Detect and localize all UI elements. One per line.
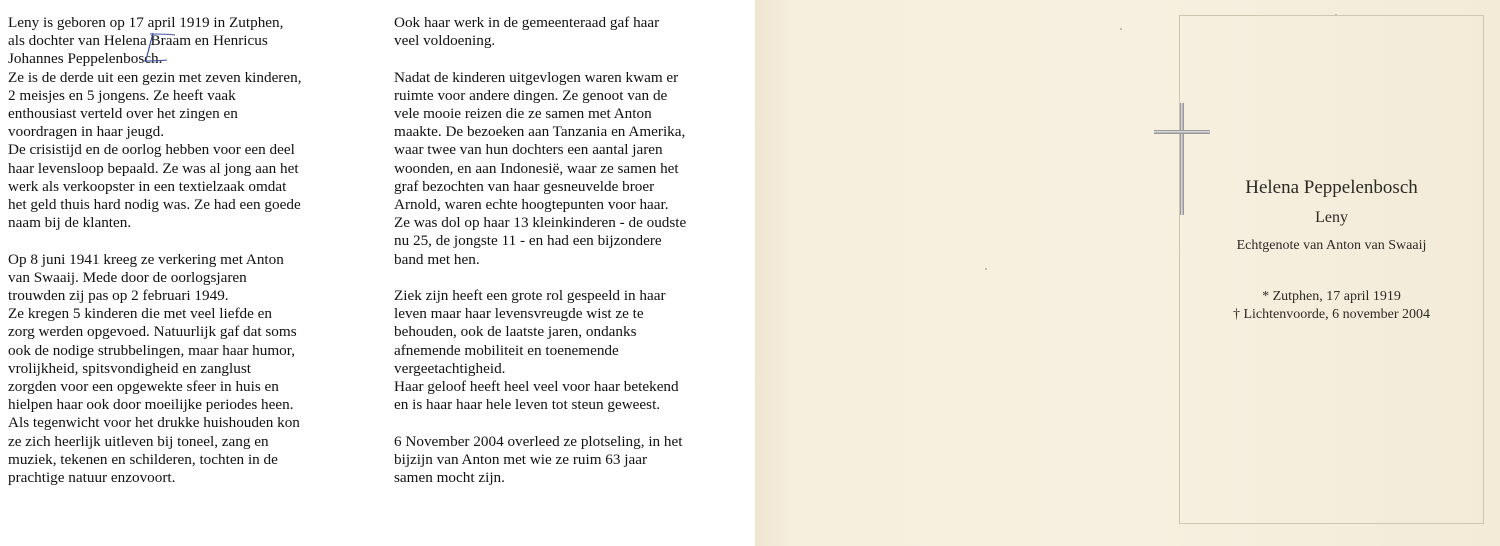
card-title-block xyxy=(1179,176,1484,324)
nickname: Leny xyxy=(1315,209,1348,226)
text-column-right: Ook haar werk in de gemeenteraad gaf haar veel voldoening. Nadat de kinderen uitgevlogen waren kwam er ruimte voor andere dingen. Ze genoot van de vele mooie reizen die ze samen met Anton maakte. De bezoeken aan Tanzania en Amerika, waar twee van hun dochters een aantal jaren woonden, en aan Indonesië, waar ze samen het graf bezochten van haar gesneuvelde broer Arnold, waren echte hoogtepunten voor haar. Ze was dol op haar 13 kleinkinderen - de oudste nu 25, de jongste 11 - en had een bijzondere band met hen. Ziek zijn heeft een grote rol gespeeld in haar leven maar haar levensvreugde wist ze te behouden, ook de laatste jaren, ondanks afnemende mobiliteit en toenemende vergeetachtigheid. Haar geloof heeft heel veel voor haar betekend en is haar haar hele leven tot steun geweest. 6 November 2004 overleed ze plotseling, in het bijzijn van Anton met wie ze ruim 63 jaar samen mocht zijn. xyxy=(394,14,687,487)
paper-speck xyxy=(985,268,987,270)
birth-line: * Zutphen, 17 april 1919 xyxy=(1262,289,1401,304)
text-column-left: Leny is geboren op 17 april 1919 in Zutphen, als dochter van Helena Braam en Henricus Johannes Peppelenbosch. Ze is de derde uit een gezin met zeven kinderen, 2 meisjes en 5 jongens. Ze heeft vaak enthousiast verteld over het zingen en voordragen in haar jeugd. De crisistijd en de oorlog hebben voor een deel haar levensloop bepaald. Ze was al jong aan het werk als verkoopster in een textielzaak omdat het geld thuis hard nodig was. Ze had een goede naam bij de klanten. Op 8 juni 1941 kreeg ze verkering met Anton van Swaaij. Mede door de oorlogsjaren trouwden zij pas op 2 februari 1949. Ze kregen 5 kinderen die met veel liefde en zorg werden opgevoed. Natuurlijk gaf dat soms ook de nodige strubbelingen, maar haar humor, vrolijkheid, spitsvondigheid en zanglust zorgden voor een opgewekte sfeer in huis en hielpen haar ook door moeilijke periodes heen. Als tegenwicht voor het drukke huishouden kon ze zich heerlijk uitleven bij toneel, zang en muziek, tekenen en schilderen, tochten in de prachtige natuur enzovoort. xyxy=(8,14,302,487)
spouse-line: Echtgenote van Anton van Swaaij xyxy=(1236,238,1427,253)
deceased-name: Helena Peppelenbosch xyxy=(1245,177,1418,198)
death-line: † Lichtenvoorde, 6 november 2004 xyxy=(1232,307,1431,322)
memorial-card-cover xyxy=(755,0,1500,546)
handwritten-correction xyxy=(140,30,180,64)
life-dates xyxy=(1179,288,1484,324)
paper-speck xyxy=(1120,28,1122,30)
